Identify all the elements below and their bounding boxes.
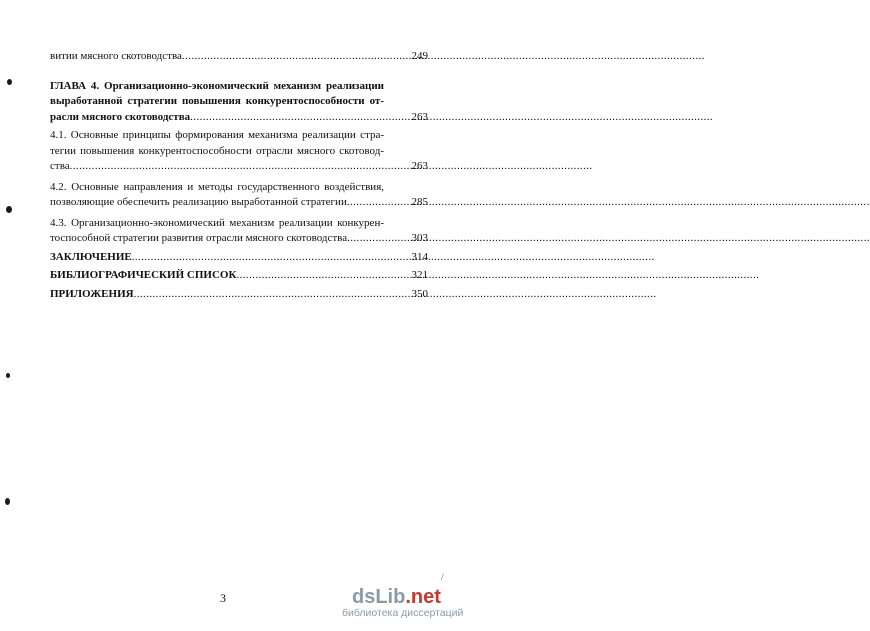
- toc-entry-section: [50, 216, 428, 247]
- toc-entry-last-line: [50, 195, 384, 211]
- watermark: [342, 586, 464, 620]
- toc-entry-section: [50, 128, 428, 175]
- toc-page-number: 321: [411, 269, 428, 281]
- toc-leader-dots: [182, 49, 705, 65]
- toc-entry-appendices: [50, 287, 428, 303]
- toc-entry-line: 4.3. Организационно-экономический механизм реализации конкурен-: [50, 216, 384, 229]
- toc-page-number: 314: [411, 250, 428, 263]
- toc-page-number: 303: [411, 232, 428, 244]
- toc-entry-conclusion: [50, 250, 428, 266]
- toc-page-number: 249: [411, 50, 428, 62]
- punch-hole-mark: [6, 373, 10, 378]
- toc-entry-text: витии мясного скотоводства: [50, 50, 182, 62]
- toc-entry-section: [50, 180, 428, 211]
- toc-leader-dots: [70, 159, 593, 175]
- toc-entry-text: БИБЛИОГРАФИЧЕСКИЙ СПИСОК: [50, 269, 237, 281]
- toc-entry-last-line: [50, 287, 384, 303]
- toc-entry-line: ГЛАВА 4. Организационно-экономический механизм реализации: [50, 79, 384, 92]
- toc-entry-text: расли мясного скотоводства: [50, 110, 191, 123]
- toc-leader-dots: [190, 110, 713, 126]
- watermark-logo-accent: .net: [405, 586, 441, 608]
- toc-entry-line: 4.1. Основные принципы формирования механизма реализации стра-: [50, 129, 384, 141]
- table-of-contents: [50, 49, 428, 302]
- punch-hole-mark: [5, 498, 10, 505]
- toc-entry-last-line: [50, 231, 384, 247]
- toc-entry-last-line: [50, 49, 384, 65]
- toc-page-number: 263: [411, 160, 428, 172]
- punch-hole-mark: [6, 206, 12, 213]
- toc-entry-last-line: [50, 250, 384, 266]
- toc-entry-last-line: [50, 110, 384, 126]
- toc-entry-last-line: [50, 159, 384, 175]
- scan-tick-mark: /: [441, 572, 444, 582]
- toc-entry-chapter: [50, 79, 428, 126]
- page-number: 3: [220, 591, 226, 605]
- toc-page-number: 285: [411, 196, 428, 208]
- toc-entry-text: ства: [50, 160, 70, 172]
- watermark-logo: [352, 587, 448, 607]
- toc-entry-line: выработанной стратегии повышения конкурентоспособности от-: [50, 95, 384, 107]
- toc-entry-text: ЗАКЛЮЧЕНИЕ: [50, 250, 132, 263]
- toc-entry-line: 4.2. Основные направления и методы государственного воздействия,: [50, 180, 384, 193]
- toc-page-number: 263: [411, 110, 428, 123]
- toc-entry: [50, 49, 428, 65]
- toc-entry-bibliography: [50, 268, 428, 284]
- toc-entry-text: ПРИЛОЖЕНИЯ: [50, 287, 134, 300]
- toc-page-number: 350: [411, 287, 428, 300]
- punch-hole-mark: [7, 79, 12, 85]
- toc-leader-dots: [236, 268, 759, 284]
- toc-entry-text: позволяющие обеспечить реализацию выработанной стратегии: [50, 196, 347, 208]
- watermark-logo-main: dsLib: [352, 586, 406, 608]
- toc-entry-line: тегии повышения конкурентоспособности отрасли мясного скотовод-: [50, 144, 384, 157]
- watermark-subtitle: библиотека диссертаций: [342, 607, 464, 619]
- toc-entry-text: тоспособной стратегии развития отрасли мясного скотоводства: [50, 232, 348, 244]
- toc-entry-last-line: [50, 268, 384, 284]
